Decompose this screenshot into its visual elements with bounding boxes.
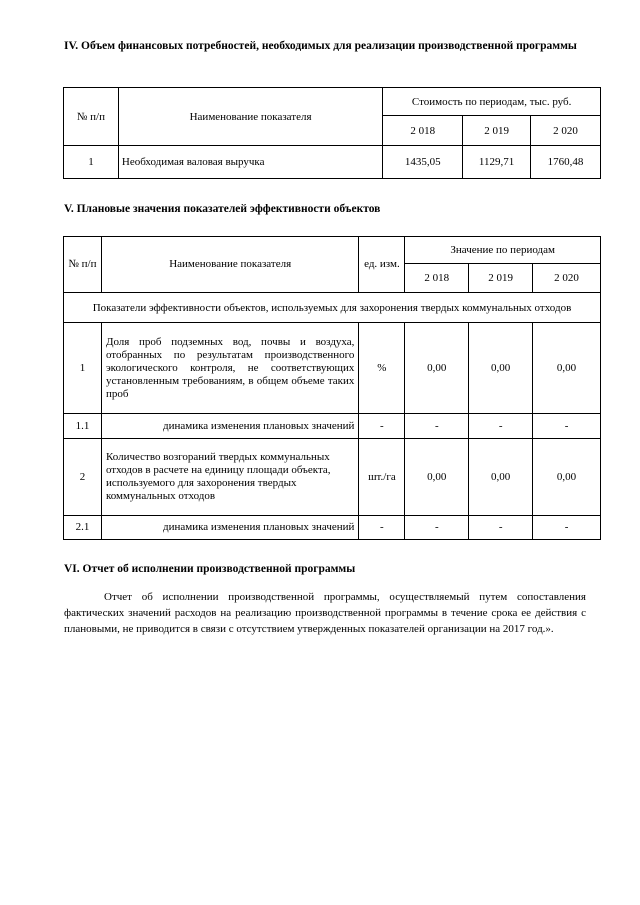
- header-year: 2 018: [405, 264, 469, 293]
- row-name: Необходимая валовая выручка: [118, 146, 382, 179]
- header-unit: ед. изм.: [359, 237, 405, 293]
- row-name: Количество возгораний твердых коммунальных отходов в расчете на единицу площади объекта, используемого для захоронения твердых коммунальных отходов: [101, 439, 358, 516]
- table-row: [64, 146, 601, 179]
- row-value: -: [405, 414, 469, 439]
- row-num: 2.1: [64, 516, 102, 540]
- row-unit: -: [359, 516, 405, 540]
- row-value: -: [533, 516, 601, 540]
- row-value: 0,00: [469, 439, 533, 516]
- table-row: [64, 516, 601, 540]
- row-value: 1129,71: [463, 146, 531, 179]
- report-paragraph: Отчет об исполнении производственной программы, осуществляемый путем сопоставления фактических значений расходов на реализацию производственной программы в течение срока ее действия с плановыми, не приводится в связи с отсутствием утвержденных показателей организации на 2017 год.».: [64, 591, 586, 635]
- header-year: 2 020: [533, 264, 601, 293]
- row-num: 1.1: [64, 414, 102, 439]
- row-value: 0,00: [469, 323, 533, 414]
- header-cost: Стоимость по периодам, тыс. руб.: [383, 88, 601, 116]
- header-num: № п/п: [64, 237, 102, 293]
- row-value: -: [405, 516, 469, 540]
- row-name: динамика изменения плановых значений: [101, 516, 358, 540]
- row-value: 1760,48: [531, 146, 601, 179]
- table-row: [64, 323, 601, 414]
- row-name: Доля проб подземных вод, почвы и воздуха, отобранных по результатам производственного экологического контроля, не соответствующих установленным требованиям, в общем объеме таких проб: [101, 323, 358, 414]
- header-values: Значение по периодам: [405, 237, 601, 264]
- row-value: 0,00: [533, 439, 601, 516]
- section-6-heading: VI. Отчет об исполнении производственной программы: [64, 563, 356, 575]
- header-year: 2 019: [463, 116, 531, 146]
- row-num: 1: [64, 323, 102, 414]
- group-title: Показатели эффективности объектов, используемых для захоронения твердых коммунальных отходов: [64, 293, 601, 323]
- row-value: -: [469, 414, 533, 439]
- row-name: динамика изменения плановых значений: [101, 414, 358, 439]
- row-value: -: [533, 414, 601, 439]
- header-year: 2 019: [469, 264, 533, 293]
- row-value: 0,00: [405, 439, 469, 516]
- row-num: 2: [64, 439, 102, 516]
- row-value: 0,00: [533, 323, 601, 414]
- section-5-heading: V. Плановые значения показателей эффективности объектов: [64, 203, 381, 215]
- efficiency-indicators-table: [63, 236, 601, 540]
- row-value: -: [469, 516, 533, 540]
- table-row: [64, 439, 601, 516]
- financial-needs-table: [63, 87, 601, 179]
- row-value: 1435,05: [383, 146, 463, 179]
- row-value: 0,00: [405, 323, 469, 414]
- header-year: 2 018: [383, 116, 463, 146]
- header-year: 2 020: [531, 116, 601, 146]
- row-unit: шт./га: [359, 439, 405, 516]
- row-num: 1: [64, 146, 119, 179]
- table-row: [64, 414, 601, 439]
- row-unit: %: [359, 323, 405, 414]
- section-4-heading: IV. Объем финансовых потребностей, необходимых для реализации производственной программы: [64, 40, 577, 52]
- row-unit: -: [359, 414, 405, 439]
- header-num: № п/п: [64, 88, 119, 146]
- header-name: Наименование показателя: [101, 237, 358, 293]
- header-name: Наименование показателя: [118, 88, 382, 146]
